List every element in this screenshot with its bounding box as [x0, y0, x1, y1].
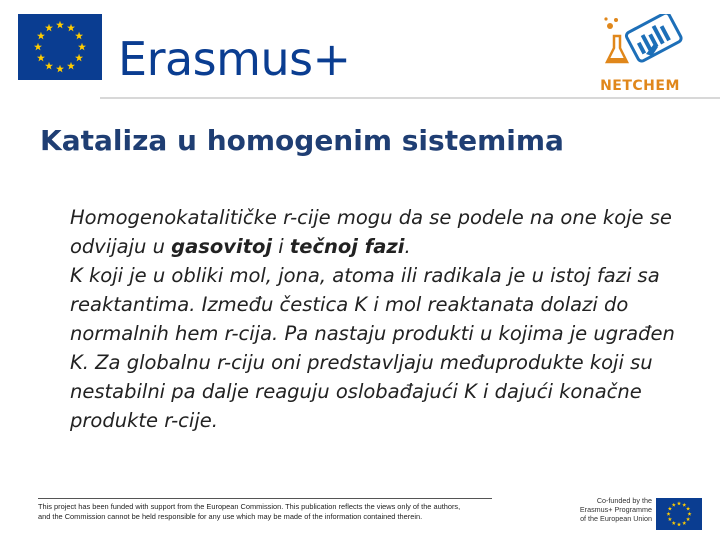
paragraph-text: i — [272, 235, 290, 258]
eu-star-icon — [686, 517, 690, 521]
eu-star-icon — [672, 503, 676, 507]
eu-star-icon — [686, 507, 690, 511]
slide-header — [0, 0, 720, 100]
eu-star-icon — [37, 54, 45, 62]
cofunded-line: Erasmus+ Programme — [579, 505, 652, 514]
eu-star-icon — [666, 512, 670, 516]
eu-star-icon — [37, 32, 45, 40]
eu-star-icon — [682, 521, 686, 525]
eu-star-icon — [687, 512, 691, 516]
eu-flag-icon — [18, 14, 102, 80]
eu-star-icon — [682, 503, 686, 507]
eu-star-icon — [668, 507, 672, 511]
eu-star-icon — [75, 54, 83, 62]
eu-star-icon — [67, 62, 75, 70]
netchem-logo-icon — [594, 14, 686, 94]
paragraph-text: Homogenokatalitičke r-cije mogu da se podele na one koje se odvijaju u — [70, 206, 672, 258]
eu-star-icon — [45, 24, 53, 32]
term-gas-phase: gasovitoj — [171, 235, 273, 258]
paragraph-phases — [70, 203, 690, 261]
eu-star-icon — [67, 24, 75, 32]
paragraph-text: . — [404, 235, 411, 258]
term-liquid-phase: tečnoj fazi — [289, 235, 405, 258]
eu-star-icon — [34, 43, 42, 51]
eu-star-icon — [672, 521, 676, 525]
paragraph-mechanism: K koji je u obliki mol, jona, atoma ili radikala je u istoj fazi sa reaktantima. Između čestica K i mol reaktanata dolazi do normalnih hem r-cija. Pa nastaju produkti u kojima je ugrađen K. Za globalnu r-ciju oni predstavljaju međuprodukte koji su nestabilni pa dalje reaguju oslobađajući K i dajući konačne produkte r-cije. — [70, 264, 675, 432]
netchem-wordmark: NETCHEM — [600, 78, 680, 94]
eu-star-icon — [78, 43, 86, 51]
cofunded-badge — [568, 494, 716, 534]
cofunded-line: of the European Union — [580, 514, 652, 523]
eu-star-icon — [56, 65, 64, 73]
eu-star-icon — [677, 501, 681, 505]
eu-star-icon — [677, 522, 681, 526]
disclaimer-line: This project has been funded with support from the European Commission. This publication reflects the views only of the authors, — [38, 502, 461, 511]
header-divider — [100, 97, 720, 99]
footer-divider — [38, 498, 492, 499]
slide-body — [70, 203, 690, 435]
eu-flag-small-icon — [656, 498, 702, 530]
slide-title: Kataliza u homogenim sistemima — [40, 124, 564, 157]
disclaimer-line: and the Commission cannot be held responsible for any use which may be made of the information contained therein. — [38, 512, 423, 521]
eu-star-icon — [668, 517, 672, 521]
eu-star-icon — [56, 21, 64, 29]
eu-star-icon — [45, 62, 53, 70]
cofunded-line: Co-funded by the — [596, 496, 652, 505]
eu-star-icon — [75, 32, 83, 40]
erasmus-plus-logo: Erasmus+ — [118, 32, 351, 86]
funding-disclaimer — [38, 502, 508, 522]
cofunded-text — [568, 496, 652, 523]
